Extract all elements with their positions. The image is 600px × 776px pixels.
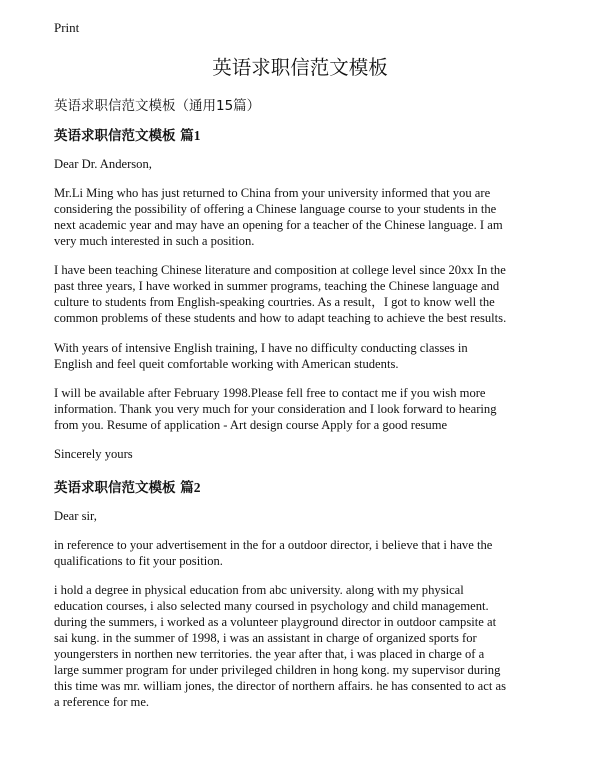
text-line: Mr.Li Ming who has just returned to China from your university informed that you are bbox=[54, 186, 491, 200]
paragraph bbox=[54, 537, 546, 569]
paragraph bbox=[54, 582, 546, 710]
text-line: youngersters in northen new territories. the year after that, i was placed in charge of a bbox=[54, 647, 485, 661]
text-line: English and feel queit comfortable working with American students. bbox=[54, 357, 399, 371]
section-heading-2 bbox=[54, 476, 200, 496]
text-line: next academic year and may have an opening for a teacher of the Chinese language. I am bbox=[54, 218, 503, 232]
salutation: Dear Dr. Anderson, bbox=[54, 157, 152, 171]
text-line: culture to students from English-speaking courtries. As a result，I got to know well the bbox=[54, 295, 495, 309]
section-heading-1 bbox=[54, 124, 200, 144]
text-line: large summer program for under privileged children in hong kong. my supervisor during bbox=[54, 663, 501, 677]
section-heading-text: 英语求职信范文模板 篇 bbox=[54, 480, 194, 496]
paragraph bbox=[54, 262, 546, 326]
text-line: With years of intensive English training, I have no difficulty conducting classes in bbox=[54, 341, 468, 355]
paragraph bbox=[54, 185, 546, 249]
text-line: common problems of these students and how to adapt teaching to achieve the best results. bbox=[54, 311, 507, 325]
salutation: Dear sir, bbox=[54, 509, 97, 523]
text-line: in reference to your advertisement in the for a outdoor director, i believe that i have the bbox=[54, 538, 493, 552]
closing: Sincerely yours bbox=[54, 447, 133, 461]
text-line: during the summers, i worked as a volunteer playground director in outdoor campsite at bbox=[54, 615, 497, 629]
text-line: qualifications to fit your position. bbox=[54, 554, 223, 568]
section-heading-text: 英语求职信范文模板 篇 bbox=[54, 128, 194, 144]
section-heading-number: 2 bbox=[193, 480, 201, 495]
document-title: 英语求职信范文模板 bbox=[212, 56, 388, 79]
text-line: this time was mr. william jones, the director of northern affairs. he has consented to act as bbox=[54, 679, 506, 693]
text-line: information. Thank you very much for your consideration and I look forward to hearing bbox=[54, 402, 497, 416]
text-line: I have been teaching Chinese literature and composition at college level since 20xx In the bbox=[54, 263, 506, 277]
text-line: I will be available after February 1998.Please fell free to contact me if you wish more bbox=[54, 386, 486, 400]
text-line: sai kung. in the summer of 1998, i was an assistant in charge of organized sports for bbox=[54, 631, 477, 645]
text-line: very much interested in such a position. bbox=[54, 234, 255, 248]
text-line: a reference for me. bbox=[54, 695, 150, 709]
text-line: i hold a degree in physical education from abc university. along with my physical bbox=[54, 583, 464, 597]
print-link[interactable]: Print bbox=[54, 20, 80, 35]
document-subtitle: 英语求职信范文模板（通用15篇） bbox=[54, 98, 261, 114]
paragraph bbox=[54, 385, 546, 433]
text-line: from you. Resume of application - Art design course Apply for a good resume bbox=[54, 418, 448, 432]
text-line: considering the possibility of offering a Chinese language course to your students in the bbox=[54, 202, 497, 216]
section-heading-number: 1 bbox=[193, 128, 201, 143]
text-line: past three years, I have worked in summer programs, teaching the Chinese language and bbox=[54, 279, 500, 293]
paragraph bbox=[54, 340, 546, 372]
text-line: education courses, i also selected many coursed in psychology and child management. bbox=[54, 599, 489, 613]
